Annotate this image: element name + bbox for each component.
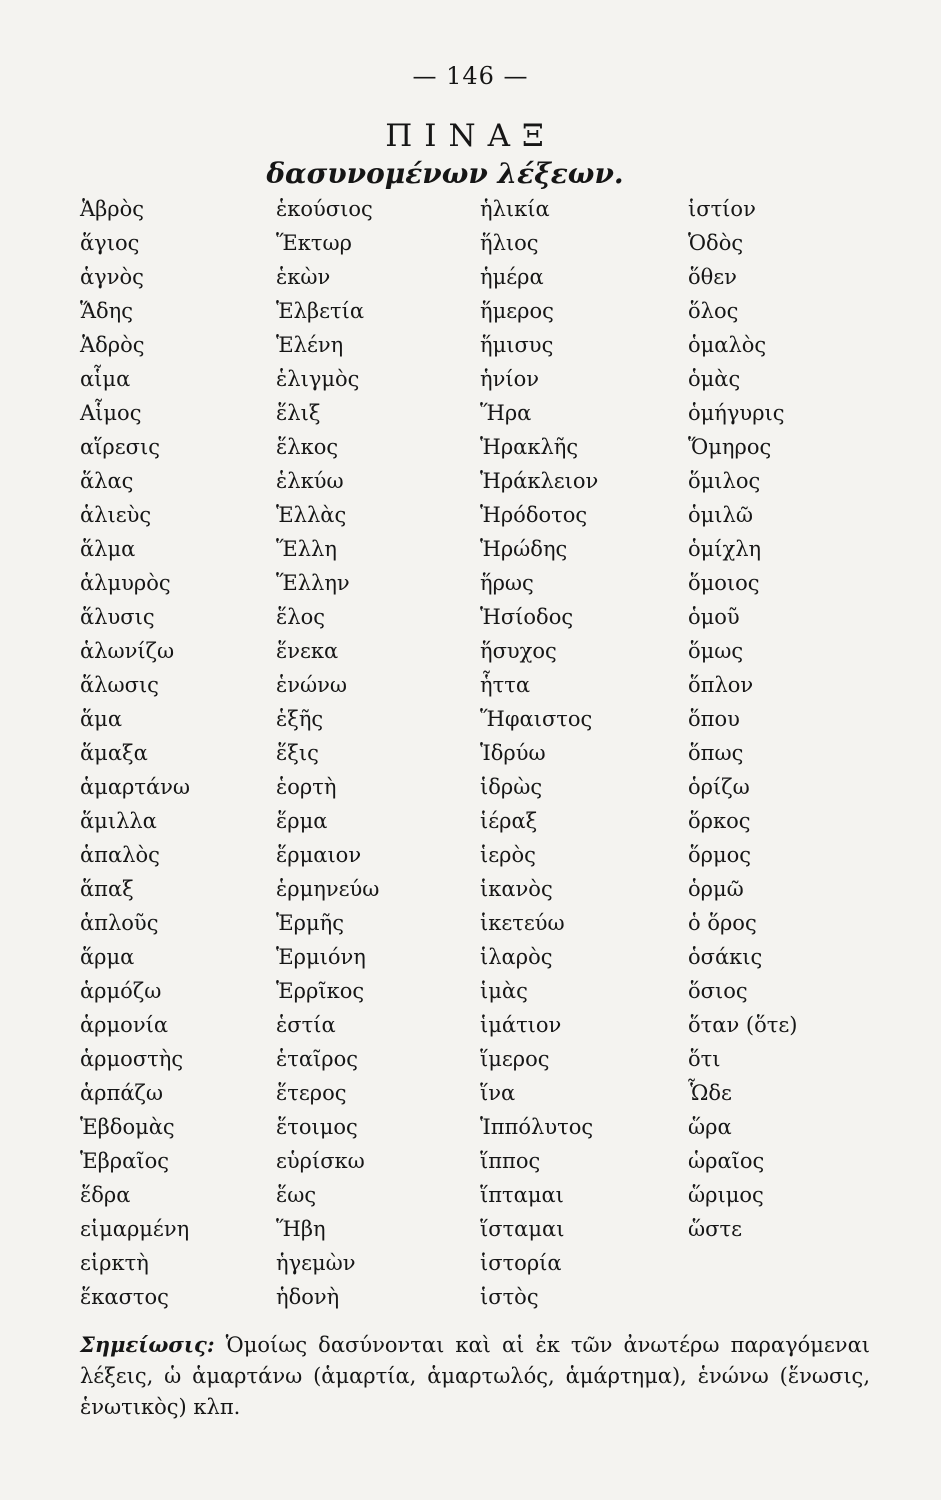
word-entry: ἕλκος [276,435,339,459]
word-entry: Ἕλλη [276,537,337,561]
word-entry: Ἑλένη [276,333,344,357]
word-entry: ἱστίον [688,197,756,221]
word-entry: Ἡρόδοτος [480,503,588,527]
word-entry: ἅμαξα [80,741,148,765]
word-entry: αἷμα [80,367,131,391]
word-entry: Ἡρώδης [480,537,568,561]
word-entry: ἱμὰς [480,979,528,1003]
word-entry: ἅλωσις [80,673,159,697]
word-entry: ἑρμηνεύω [276,877,380,901]
word-entry: ὁρίζω [688,775,750,799]
word-entry: ἁρμόζω [80,979,162,1003]
word-entry: ἕξις [276,741,319,765]
word-entry: ἥμισυς [480,333,554,357]
word-entry: ἁρμοστὴς [80,1047,184,1071]
word-entry: ἡγεμὼν [276,1251,356,1275]
word-column-1 [80,192,190,1314]
word-entry: ἕνεκα [276,639,339,663]
word-entry: ὅπου [688,707,740,731]
word-entry: Ἥβη [276,1217,326,1241]
word-entry: ἑξῆς [276,707,324,731]
word-entry: ἵπταμαι [480,1183,564,1207]
word-entry: ὁμὰς [688,367,741,391]
footnote-text: Ὁμοίως δασύνονται καὶ αἱ ἐκ τῶν ἀνωτέρω παραγόμεναι λέξεις, ὡ ἁμαρτάνω (ἁμαρτία, ἁμαρτωλός, ἁμάρτημα), ἑνώνω (ἕνωσις, ἑνωτικὸς) κλπ. [80,1333,870,1419]
word-entry: ἱστὸς [480,1285,539,1309]
word-entry: ὥστε [688,1217,742,1241]
word-entry: Ὁδὸς [688,231,744,255]
word-entry: ἱκετεύω [480,911,565,935]
word-entry: ἑκὼν [276,265,331,289]
word-entry: ὅτι [688,1047,721,1071]
word-entry: ὁμοῦ [688,605,740,629]
word-entry: ἑλκύω [276,469,344,493]
word-entry: ὅρκος [688,809,751,833]
word-entry: Ἡσίοδος [480,605,574,629]
footnote-label: Σημείωσις: [80,1332,215,1357]
word-entry: Ἑβδομὰς [80,1115,175,1139]
word-entry: ἁλμυρὸς [80,571,171,595]
footnote [80,1329,870,1423]
page-title: ΠΙΝΑΞ [385,118,556,154]
word-entry: ἡνίον [480,367,539,391]
word-entry: ἕως [276,1183,317,1207]
word-entry: ἁρμονία [80,1013,168,1037]
word-entry: ἅγιος [80,231,140,255]
word-entry: ἁγνὸς [80,265,144,289]
word-entry: ὁμήγυρις [688,401,785,425]
word-entry: ὅσιος [688,979,748,1003]
word-entry: ἵνα [480,1081,516,1105]
word-entry: ὥριμος [688,1183,764,1207]
word-entry: ἕτερος [276,1081,347,1105]
word-entry: ἱλαρὸς [480,945,553,969]
word-entry: ἁμαρτάνω [80,775,191,799]
word-entry: Αἷμος [80,401,142,425]
word-entry: ἕκαστος [80,1285,169,1309]
word-entry: ὁμιλῶ [688,503,753,527]
word-entry: ἱδρὼς [480,775,543,799]
word-entry: ἧττα [480,673,530,697]
word-entry: ὅρμος [688,843,752,867]
word-entry: εἱρκτὴ [80,1251,149,1275]
word-entry: ἑνώνω [276,673,348,697]
word-entry: ἑταῖρος [276,1047,359,1071]
word-entry: ὁρμῶ [688,877,744,901]
word-entry: Ὧδε [688,1081,732,1105]
word-entry: ὅλος [688,299,739,323]
word-entry: ἡμέρα [480,265,544,289]
word-entry: ἑορτὴ [276,775,337,799]
word-entry: ἕλος [276,605,325,629]
word-entry: ἱερὸς [480,843,536,867]
word-entry: ἱστορία [480,1251,562,1275]
word-entry: Ἥφαιστος [480,707,593,731]
word-entry: ἑκούσιος [276,197,373,221]
word-entry: ὅμως [688,639,744,663]
word-entry: Ἑλβετία [276,299,365,323]
word-entry: εὑρίσκω [276,1149,365,1173]
word-entry: ἅλυσις [80,605,155,629]
word-entry: ἅμιλλα [80,809,157,833]
word-entry: Ἑβραῖος [80,1149,169,1173]
word-entry: Ἁβρὸς [80,197,145,221]
word-entry: ὅμοιος [688,571,760,595]
word-column-3 [480,192,598,1314]
word-entry: ἁπαλὸς [80,843,160,867]
word-entry: ἵσταμαι [480,1217,565,1241]
word-entry: ὁμαλὸς [688,333,767,357]
word-entry: ἡδονὴ [276,1285,340,1309]
word-entry: ὅπως [688,741,744,765]
word-entry: Ἥρα [480,401,532,425]
word-entry: ἅλας [80,469,134,493]
word-entry: ἱκανὸς [480,877,553,901]
page-subtitle: δασυνομένων λέξεων. [266,157,624,190]
word-entry: ἵππος [480,1149,541,1173]
word-entry: ὅταν (ὅτε) [688,1013,798,1037]
word-entry: Ἡρακλῆς [480,435,579,459]
word-entry: ἱμάτιον [480,1013,562,1037]
word-entry: ἕτοιμος [276,1115,358,1139]
word-entry: ἱέραξ [480,809,538,833]
word-entry: Ἅδης [80,299,134,323]
word-entry: ἥρως [480,571,534,595]
word-entry: ἁρπάζω [80,1081,164,1105]
page-number: — 146 — [412,62,529,90]
word-entry: ἁλιεὺς [80,503,152,527]
word-entry: ὅθεν [688,265,737,289]
word-entry: Ἕκτωρ [276,231,352,255]
word-entry: Ἱδρύω [480,741,546,765]
word-entry: Ὅμηρος [688,435,772,459]
word-column-2 [276,192,379,1314]
word-entry: ἅπαξ [80,877,134,901]
word-entry: ὁσάκις [688,945,763,969]
word-entry: ὅπλον [688,673,754,697]
word-entry: ἕδρα [80,1183,131,1207]
word-entry: ἕλιξ [276,401,321,425]
word-entry: Ἁδρὸς [80,333,145,357]
word-entry: ὥρα [688,1115,732,1139]
word-entry: ἥσυχος [480,639,557,663]
word-entry: Ἕλλην [276,571,350,595]
word-entry: Ἡράκλειον [480,469,599,493]
word-entry: ἡλικία [480,197,550,221]
word-entry: ἥλιος [480,231,539,255]
word-entry: ἅμα [80,707,123,731]
word-entry: ἑστία [276,1013,336,1037]
word-entry: Ἑλλὰς [276,503,347,527]
word-entry: ἅλμα [80,537,136,561]
word-entry: ἥμερος [480,299,554,323]
word-entry: ἁπλοῦς [80,911,159,935]
word-entry: αἵρεσις [80,435,160,459]
word-entry: ὡραῖος [688,1149,765,1173]
word-entry: ὅμιλος [688,469,761,493]
word-entry: ὁμίχλη [688,537,762,561]
word-entry: ἅρμα [80,945,135,969]
word-entry: εἱμαρμένη [80,1217,190,1241]
word-entry: ὁ ὅρος [688,911,757,935]
word-entry: ἵμερος [480,1047,550,1071]
word-entry: ἁλωνίζω [80,639,175,663]
word-entry: ἕρμαιον [276,843,362,867]
word-entry: Ἑρρῖκος [276,979,365,1003]
word-entry: Ἑρμιόνη [276,945,366,969]
word-entry: ἕρμα [276,809,328,833]
word-column-4 [688,192,797,1246]
word-entry: ἑλιγμὸς [276,367,360,391]
word-entry: Ἑρμῆς [276,911,345,935]
word-entry: Ἱππόλυτος [480,1115,594,1139]
